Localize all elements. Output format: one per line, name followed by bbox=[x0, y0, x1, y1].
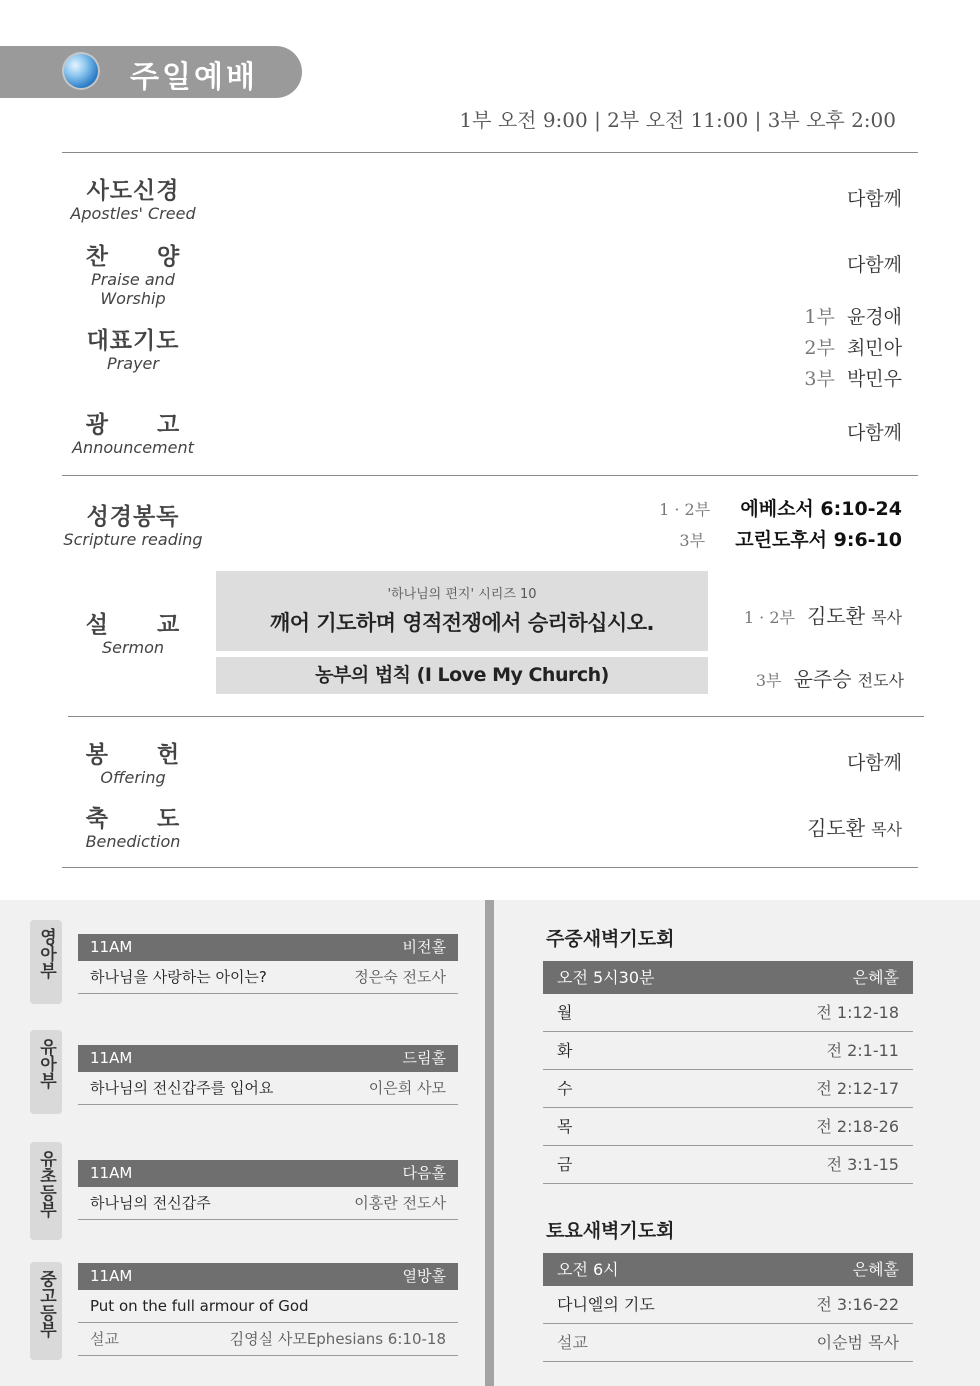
scripture-en: Scripture reading bbox=[63, 530, 203, 549]
dept-tab-youth: 중고등부 bbox=[30, 1262, 62, 1360]
dept-block-elementary bbox=[78, 1160, 458, 1220]
dept-block-infant bbox=[78, 934, 458, 994]
sermon-label bbox=[60, 606, 206, 657]
saturday-prayer-row: 다니엘의 기도 전 3:16-22 bbox=[543, 1286, 913, 1324]
service-times: 1부 오전 9:00 | 2부 오전 11:00 | 3부 오후 2:00 bbox=[459, 108, 896, 132]
benediction-leader: 김도환 목사 bbox=[807, 816, 902, 840]
divider bbox=[62, 152, 918, 153]
weekday-prayer-table bbox=[543, 961, 913, 1184]
prayer-label bbox=[60, 322, 206, 373]
praise-leader: 다함께 bbox=[846, 254, 902, 276]
saturday-prayer-title: 토요새벽기도회 bbox=[546, 1220, 675, 1242]
dept-block-toddler bbox=[78, 1045, 458, 1105]
page-title: 주일예배 bbox=[130, 60, 258, 95]
benediction-label bbox=[60, 800, 206, 851]
creed-label bbox=[60, 172, 206, 223]
dept-tab-elementary: 유초등부 bbox=[30, 1142, 62, 1240]
scripture-readings bbox=[659, 494, 902, 556]
dept-row: Put on the full armour of God Ephesians 6:10-18 bbox=[78, 1290, 458, 1323]
sermon-series: '하나님의 편지' 시리즈 10 bbox=[387, 587, 537, 602]
prayer-leader-2: 2부 최민아 bbox=[804, 337, 902, 359]
offering-label bbox=[60, 736, 206, 787]
saturday-prayer-row: 설교 이순범 목사 bbox=[543, 1324, 913, 1362]
dept-row: 하나님을 사랑하는 아이는? 정은숙 전도사 bbox=[78, 961, 458, 994]
creed-ko: 사도신경 bbox=[86, 178, 180, 204]
creed-leader: 다함께 bbox=[846, 188, 902, 210]
divider bbox=[68, 716, 924, 717]
dept-header: 11AM 드림홀 bbox=[78, 1045, 458, 1072]
dept-tab-toddler: 유아부 bbox=[30, 1030, 62, 1114]
prayer-leaders bbox=[804, 302, 902, 395]
scripture-label bbox=[60, 498, 206, 549]
sermon-title-1: 깨어 기도하며 영적전쟁에서 승리하십시오. bbox=[269, 611, 655, 635]
dept-block-youth bbox=[78, 1263, 458, 1356]
dept-header: 11AM 열방홀 bbox=[78, 1263, 458, 1290]
creed-en: Apostles' Creed bbox=[70, 204, 196, 223]
sermon-title-box bbox=[216, 571, 708, 651]
offering-en: Offering bbox=[100, 768, 166, 787]
praise-ko: 찬 양 bbox=[85, 244, 181, 270]
prayer-day-row: 화 전 2:1-11 bbox=[543, 1032, 913, 1070]
weekday-prayer-title: 주중새벽기도회 bbox=[546, 928, 675, 950]
reading-1: 1 · 2부 에베소서 6:10-24 bbox=[659, 498, 902, 520]
divider bbox=[62, 867, 918, 868]
dept-row: 하나님의 전신갑주 이홍란 전도사 bbox=[78, 1187, 458, 1220]
announcement-ko: 광 고 bbox=[85, 412, 181, 438]
weekday-prayer-header: 오전 5시30분 은혜홀 bbox=[543, 961, 913, 994]
prayer-leader-3: 3부 박민우 bbox=[804, 368, 902, 390]
dept-row: 하나님의 전신갑주를 입어요 이은희 사모 bbox=[78, 1072, 458, 1105]
prayer-leader-1: 1부 윤경애 bbox=[804, 306, 902, 328]
benediction-ko: 축 도 bbox=[85, 806, 181, 832]
scripture-ko: 성경봉독 bbox=[86, 504, 180, 530]
prayer-day-row: 수 전 2:12-17 bbox=[543, 1070, 913, 1108]
sermon-title-2: 농부의 법칙 (I Love My Church) bbox=[315, 664, 609, 686]
announcement-label bbox=[60, 406, 206, 457]
praise-en: Praise and Worship bbox=[91, 270, 175, 308]
sermon-en: Sermon bbox=[101, 638, 165, 657]
globe-icon bbox=[62, 52, 100, 90]
column-divider bbox=[485, 900, 494, 1386]
announcement-en: Announcement bbox=[72, 438, 194, 457]
dept-header: 11AM 비전홀 bbox=[78, 934, 458, 961]
announcement-leader: 다함께 bbox=[846, 422, 902, 444]
benediction-en: Benediction bbox=[85, 832, 181, 851]
sermon-title-box-2 bbox=[216, 657, 708, 694]
dept-row: 설교 김영실 사모 bbox=[78, 1323, 458, 1356]
reading-2: 3부 고린도후서 9:6-10 bbox=[679, 529, 902, 551]
preacher-1: 1 · 2부 김도환 목사 bbox=[743, 604, 902, 628]
preacher-2: 3부 윤주승 전도사 bbox=[755, 667, 904, 691]
dept-header: 11AM 다음홀 bbox=[78, 1160, 458, 1187]
prayer-day-row: 월 전 1:12-18 bbox=[543, 994, 913, 1032]
prayer-ko: 대표기도 bbox=[86, 328, 180, 354]
offering-ko: 봉 헌 bbox=[85, 742, 181, 768]
saturday-prayer-table bbox=[543, 1253, 913, 1362]
saturday-prayer-header: 오전 6시 은혜홀 bbox=[543, 1253, 913, 1286]
dept-tab-infant: 영아부 bbox=[30, 920, 62, 1004]
prayer-en: Prayer bbox=[107, 354, 159, 373]
offering-leader: 다함께 bbox=[846, 752, 902, 774]
divider bbox=[62, 475, 918, 476]
sermon-ko: 설 교 bbox=[85, 612, 181, 638]
praise-label bbox=[60, 238, 206, 308]
prayer-day-row: 목 전 2:18-26 bbox=[543, 1108, 913, 1146]
prayer-day-row: 금 전 3:1-15 bbox=[543, 1146, 913, 1184]
